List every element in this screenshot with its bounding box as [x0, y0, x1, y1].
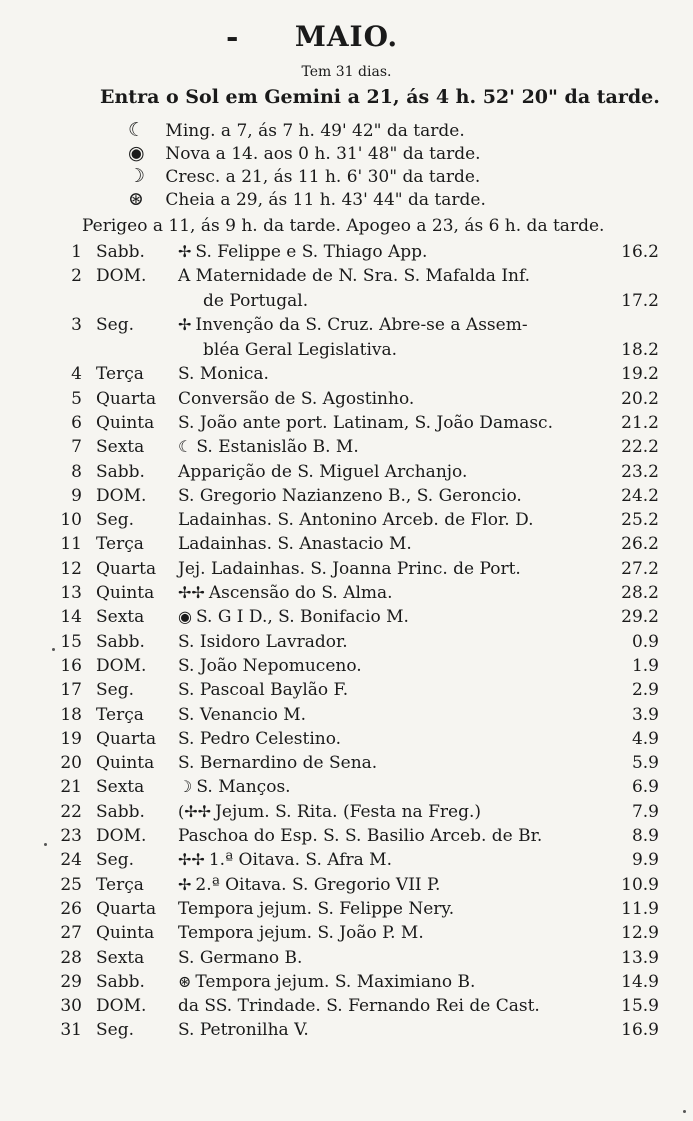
phase-day: a 29, — [220, 190, 263, 210]
feast-text: 1.ª Oitava. S. Afra M. — [208, 850, 392, 871]
day-number: 11 — [60, 534, 82, 555]
day-number: 7 — [71, 437, 82, 458]
phase-row — [128, 119, 465, 141]
day-number: 28 — [60, 947, 82, 968]
day-number: 20 — [60, 753, 82, 774]
moon-age: 6.9 — [631, 777, 659, 798]
feast-text: S. João Nepomuceno. — [178, 655, 362, 676]
weekday: Quarta — [96, 898, 157, 919]
feast-text: Paschoa do Esp. S. S. Basilio Arceb. de Br. — [178, 826, 543, 846]
feast-description — [178, 389, 414, 409]
feast-description — [178, 850, 392, 870]
weekday: Terça — [96, 364, 144, 385]
moon-age: 24.2 — [621, 485, 659, 506]
feast-text: S. Isidoro Lavrador. — [178, 631, 348, 652]
day-number: 8 — [71, 461, 82, 482]
double-cross-icon: ✢✢ — [178, 583, 205, 602]
full-moon-icon: ⊛ — [178, 971, 192, 991]
moon-age: 23.2 — [621, 461, 659, 482]
sun-entry: Entra o Sol em Gemini a 21, ás 4 h. 52' 20" da tarde. — [100, 86, 660, 108]
cross-icon: ✢ — [178, 874, 192, 894]
moon-age: 12.9 — [621, 923, 659, 944]
day-number: 6 — [71, 412, 82, 433]
phase-name: Ming. — [165, 121, 216, 141]
full-moon-icon: ⊛ — [128, 188, 144, 210]
weekday: Sexta — [96, 947, 145, 968]
day-row — [0, 826, 693, 850]
day-row — [0, 972, 693, 996]
phase-time: ás 11 h. 43' 44" da tarde. — [268, 190, 486, 210]
double-cross-icon: (✢✢ — [178, 801, 212, 821]
day-number: 25 — [60, 874, 82, 895]
day-number: 16 — [60, 655, 82, 676]
weekday: Quinta — [96, 412, 155, 433]
weekday: Sexta — [96, 437, 145, 458]
moon-age: 13.9 — [621, 947, 659, 968]
feast-text: Conversão de S. Agostinho. — [178, 388, 415, 409]
day-row — [0, 802, 693, 826]
feast-description — [178, 559, 521, 579]
feast-text: S. Pascoal Baylão F. — [178, 680, 349, 701]
moon-age: 8.9 — [631, 826, 659, 846]
feast-text: S. Manços. — [196, 777, 291, 798]
day-number: 1 — [71, 242, 82, 262]
day-row — [0, 242, 693, 266]
feast-description — [178, 583, 393, 603]
phase-day: a 14. — [215, 144, 259, 164]
day-number: 18 — [60, 704, 82, 725]
moon-age: 18.2 — [621, 340, 659, 361]
moon-age: 29.2 — [621, 607, 659, 628]
day-row — [0, 583, 693, 607]
weekday: DOM. — [96, 266, 147, 287]
phase-row — [128, 165, 480, 187]
cross-icon: ✢ — [178, 242, 192, 261]
feast-description — [178, 534, 412, 554]
feast-text: Jej. Ladainhas. S. Joanna Princ. de Port. — [178, 558, 521, 579]
feast-text: S. Gregorio Nazianzeno B., S. Geroncio. — [178, 485, 522, 506]
feast-text: Ladainhas. S. Antonino Arceb. de Flor. D. — [178, 510, 534, 531]
day-row — [0, 632, 693, 656]
moon-age: 20.2 — [621, 388, 659, 409]
waning-moon-icon: ☾ — [178, 437, 193, 457]
moon-age: 5.9 — [631, 753, 659, 774]
perigee-apogee: Perigeo a 11, ás 9 h. da tarde. Apogeo a 23, ás 6 h. da tarde. — [82, 216, 605, 236]
feast-text: Apparição de S. Miguel Archanjo. — [178, 461, 468, 482]
feast-text: S. Pedro Celestino. — [178, 728, 342, 749]
feast-description — [178, 462, 467, 482]
waxing-moon-icon: ☽ — [128, 165, 146, 187]
feast-description — [178, 242, 427, 262]
day-row — [0, 996, 693, 1020]
weekday: Quinta — [96, 753, 155, 774]
phase-time: ás 11 h. 6' 30" da tarde. — [273, 167, 481, 187]
feast-text: S. G I D., S. Bonifacio M. — [195, 607, 409, 628]
feast-description — [178, 948, 302, 968]
day-number: 24 — [60, 850, 82, 871]
day-row — [0, 948, 693, 972]
moon-age: 1.9 — [631, 655, 659, 676]
day-number: 31 — [60, 1020, 82, 1041]
feast-text: da SS. Trindade. S. Fernando Rei de Cast. — [178, 996, 540, 1017]
weekday: Quarta — [96, 558, 157, 579]
feast-description — [178, 972, 475, 992]
feast-description — [178, 413, 553, 433]
weekday: Sabb. — [96, 242, 145, 262]
weekday: Terça — [96, 704, 144, 725]
weekday: Sabb. — [96, 461, 145, 482]
title-dash: - — [226, 20, 239, 55]
feast-description — [178, 1020, 309, 1040]
day-number: 9 — [71, 485, 82, 506]
feast-description — [178, 729, 341, 749]
feast-description — [178, 802, 481, 822]
weekday: Seg. — [96, 510, 134, 531]
moon-age: 17.2 — [621, 291, 659, 312]
moon-age: 16.9 — [621, 1020, 659, 1041]
phase-day: a 21, — [225, 167, 269, 187]
weekday: Sexta — [96, 607, 145, 628]
day-row — [0, 1020, 693, 1044]
phase-name: Cresc. — [165, 167, 221, 187]
feast-text: Ascensão do S. Alma. — [208, 583, 393, 603]
day-number: 19 — [60, 728, 82, 749]
weekday: DOM. — [96, 826, 147, 846]
day-row — [0, 777, 693, 801]
phase-name: Cheia — [165, 190, 215, 210]
day-row — [0, 389, 693, 413]
moon-age: 9.9 — [631, 850, 659, 871]
phase-row — [128, 188, 486, 210]
feast-text: S. Germano B. — [178, 947, 303, 968]
feast-description — [178, 826, 542, 846]
feast-description — [178, 510, 534, 530]
feast-text: Tempora jejum. S. Maximiano B. — [195, 971, 476, 992]
weekday: Sexta — [96, 777, 145, 798]
day-number: 30 — [60, 996, 82, 1017]
feast-continuation: de Portugal. — [203, 291, 309, 312]
moon-age: 3.9 — [631, 704, 659, 725]
month-title: MAIO. — [294, 20, 399, 53]
day-number: 4 — [71, 364, 82, 385]
day-row — [0, 875, 693, 899]
weekday: DOM. — [96, 996, 147, 1017]
weekday: Seg. — [96, 680, 134, 701]
day-number: 26 — [60, 898, 82, 919]
new-moon-icon: ◉ — [178, 607, 192, 627]
moon-age: 4.9 — [631, 728, 659, 749]
feast-text: S. Estanislão B. M. — [196, 437, 359, 458]
day-row — [0, 923, 693, 947]
day-row — [0, 266, 693, 312]
days-count: Tem 31 dias. — [301, 64, 392, 80]
day-row — [0, 510, 693, 534]
feast-description — [178, 266, 530, 286]
day-number: 2 — [71, 266, 82, 287]
day-number: 5 — [71, 388, 82, 409]
feast-text: Jejum. S. Rita. (Festa na Freg.) — [215, 801, 481, 822]
weekday: DOM. — [96, 655, 147, 676]
feast-description — [178, 899, 454, 919]
day-row — [0, 607, 693, 631]
phase-time: ás 7 h. 49' 42" da tarde. — [258, 121, 465, 141]
day-number: 29 — [60, 971, 82, 992]
day-number: 3 — [71, 315, 82, 336]
moon-age: 16.2 — [621, 242, 659, 262]
phase-name: Nova — [165, 144, 211, 164]
day-row — [0, 413, 693, 437]
weekday: Sabb. — [96, 971, 145, 992]
moon-age: 28.2 — [621, 583, 659, 603]
day-row — [0, 705, 693, 729]
cross-icon: ✢ — [178, 315, 192, 335]
day-row — [0, 753, 693, 777]
weekday: Seg. — [96, 315, 134, 336]
moon-age: 0.9 — [631, 631, 659, 652]
phase-time: aos 0 h. 31' 48" da tarde. — [263, 144, 481, 164]
day-row — [0, 315, 693, 361]
feast-text: S. Monica. — [178, 364, 269, 385]
feast-description — [178, 996, 540, 1016]
feast-description — [178, 923, 424, 943]
feast-description — [178, 680, 348, 700]
moon-age: 27.2 — [621, 558, 659, 579]
feast-text: Tempora jejum. S. Felippe Nery. — [178, 898, 455, 919]
day-row — [0, 656, 693, 680]
feast-description — [178, 607, 409, 627]
weekday: Terça — [96, 534, 144, 555]
moon-age: 2.9 — [631, 680, 659, 701]
feast-text: S. Felippe e S. Thiago App. — [195, 242, 428, 262]
double-cross-icon: ✢✢ — [178, 850, 205, 870]
feast-description — [178, 656, 362, 676]
day-number: 21 — [60, 777, 82, 798]
feast-text: S. Bernardino de Sena. — [178, 753, 378, 774]
feast-description — [178, 315, 528, 335]
feast-text: S. Venancio M. — [178, 704, 307, 725]
weekday: Quinta — [96, 583, 155, 603]
feast-text: Tempora jejum. S. João P. M. — [178, 923, 424, 944]
feast-description — [178, 875, 440, 895]
day-number: 22 — [60, 801, 82, 822]
moon-age: 11.9 — [621, 898, 659, 919]
moon-age: 14.9 — [621, 971, 659, 992]
feast-text: Ladainhas. S. Anastacio M. — [178, 534, 412, 555]
day-row — [0, 534, 693, 558]
day-number: 17 — [60, 680, 82, 701]
day-number: 27 — [60, 923, 82, 944]
moon-age: 21.2 — [621, 412, 659, 433]
moon-age: 19.2 — [621, 364, 659, 385]
feast-text: S. João ante port. Latinam, S. João Damasc. — [178, 412, 553, 433]
weekday: Sabb. — [96, 801, 145, 822]
waning-moon-icon: ☾ — [128, 119, 146, 141]
feast-description — [178, 437, 359, 457]
feast-description — [178, 486, 522, 506]
phase-row — [128, 142, 481, 164]
day-row — [0, 462, 693, 486]
feast-description — [178, 753, 377, 773]
weekday: Sabb. — [96, 631, 145, 652]
weekday: Terça — [96, 874, 144, 895]
day-row — [0, 437, 693, 461]
moon-age: 26.2 — [621, 534, 659, 555]
moon-age: 22.2 — [621, 437, 659, 458]
waxing-moon-icon: ☽ — [178, 777, 193, 797]
day-row — [0, 899, 693, 923]
feast-continuation: bléa Geral Legislativa. — [203, 340, 398, 361]
day-number: 10 — [60, 510, 82, 531]
feast-description — [178, 364, 269, 384]
moon-age: 25.2 — [621, 510, 659, 531]
feast-text: S. Petronilha V. — [178, 1020, 309, 1041]
day-number: 12 — [60, 558, 82, 579]
weekday: Seg. — [96, 850, 134, 871]
weekday: Quarta — [96, 388, 157, 409]
weekday: Quarta — [96, 728, 157, 749]
moon-age: 15.9 — [621, 996, 659, 1017]
weekday: Seg. — [96, 1020, 134, 1041]
day-row — [0, 486, 693, 510]
feast-text: Invenção da S. Cruz. Abre-se a Assem- — [195, 315, 528, 336]
day-row — [0, 729, 693, 753]
day-row — [0, 680, 693, 704]
feast-description — [178, 777, 291, 797]
new-moon-icon: ◉ — [128, 142, 145, 164]
feast-text: 2.ª Oitava. S. Gregorio VII P. — [195, 874, 441, 895]
day-row — [0, 850, 693, 874]
weekday: DOM. — [96, 485, 147, 506]
moon-age: 7.9 — [631, 801, 659, 822]
day-row — [0, 559, 693, 583]
day-number: 23 — [60, 826, 82, 846]
moon-age: 10.9 — [621, 874, 659, 895]
day-number: 13 — [60, 583, 82, 603]
feast-description — [178, 632, 348, 652]
day-number: 15 — [60, 631, 82, 652]
feast-description — [178, 705, 306, 725]
phase-day: a 7, — [220, 121, 253, 141]
feast-text: A Maternidade de N. Sra. S. Mafalda Inf. — [178, 266, 531, 287]
day-number: 14 — [60, 607, 82, 628]
weekday: Quinta — [96, 923, 155, 944]
day-row — [0, 364, 693, 388]
